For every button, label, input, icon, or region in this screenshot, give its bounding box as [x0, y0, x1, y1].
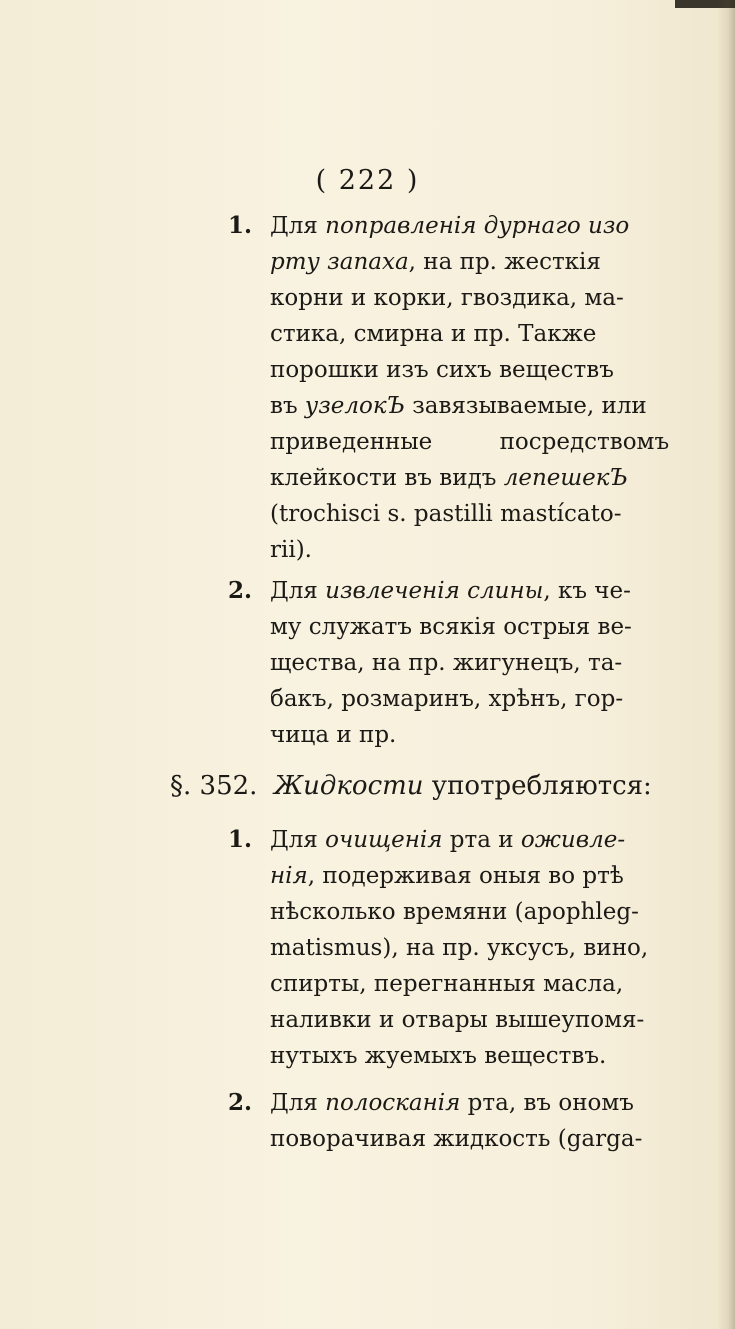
- item-3-line-7: нутыхъ жуемыхъ веществъ.: [270, 1043, 607, 1069]
- section-352-heading: §. 352. Жидкости употребляются:: [170, 771, 652, 801]
- item-2-line-3: щества, на пр. жигунецъ, та-: [270, 650, 623, 676]
- item-1-line-2: рту запаха, на пр. жесткiя: [270, 249, 601, 275]
- item-1-line-10: rii).: [270, 537, 312, 563]
- item-2-marker: 2.: [228, 577, 253, 604]
- item-1-marker: 1.: [228, 212, 253, 239]
- item-1-line-6: въ узелокЪ завязываемые, или: [270, 393, 647, 419]
- item-2-line-5: чица и пр.: [270, 722, 397, 748]
- page-number: ( 222 ): [315, 165, 420, 196]
- item-1-line-8: клейкости въ видъ лепешекЪ: [270, 465, 628, 491]
- item-3-marker: 1.: [228, 826, 253, 853]
- item-4-marker: 2.: [228, 1089, 253, 1116]
- item-1-line-5: порошки изъ сихъ веществъ: [270, 357, 614, 383]
- item-3-line-1: Для очищенiя рта и оживле-: [270, 827, 626, 853]
- item-1-line-1: Для поправленiя дурнаго изо: [270, 213, 630, 239]
- item-3-line-2: нiя, подерживая оныя во ртѣ: [270, 863, 624, 889]
- item-2-line-1: Для извлеченiя слины, къ че-: [270, 578, 631, 604]
- item-2-line-4: бакъ, розмаринъ, хрѣнъ, гор-: [270, 686, 624, 712]
- item-2-line-2: му служатъ всякiя острыя ве-: [270, 614, 632, 640]
- item-3-line-5: спирты, перегнанныя масла,: [270, 971, 624, 997]
- item-1-line-9: (trochisci s. pastilli mastícato-: [270, 501, 622, 527]
- item-1-line-3: корни и корки, гвоздика, ма-: [270, 285, 624, 311]
- item-3-line-3: нѣсколько времяни (apophleg-: [270, 899, 639, 925]
- item-4-line-2: поворачивая жидкость (garga-: [270, 1126, 643, 1152]
- item-3-line-4: matismus), на пр. уксусъ, вино,: [270, 935, 649, 961]
- item-3-line-6: наливки и отвары вышеупомя-: [270, 1007, 645, 1033]
- item-1-line-7: приведенные посредствомъ: [270, 429, 670, 455]
- item-4-line-1: Для полосканiя рта, въ ономъ: [270, 1090, 634, 1116]
- item-1-line-4: стика, смирна и пр. Также: [270, 321, 597, 347]
